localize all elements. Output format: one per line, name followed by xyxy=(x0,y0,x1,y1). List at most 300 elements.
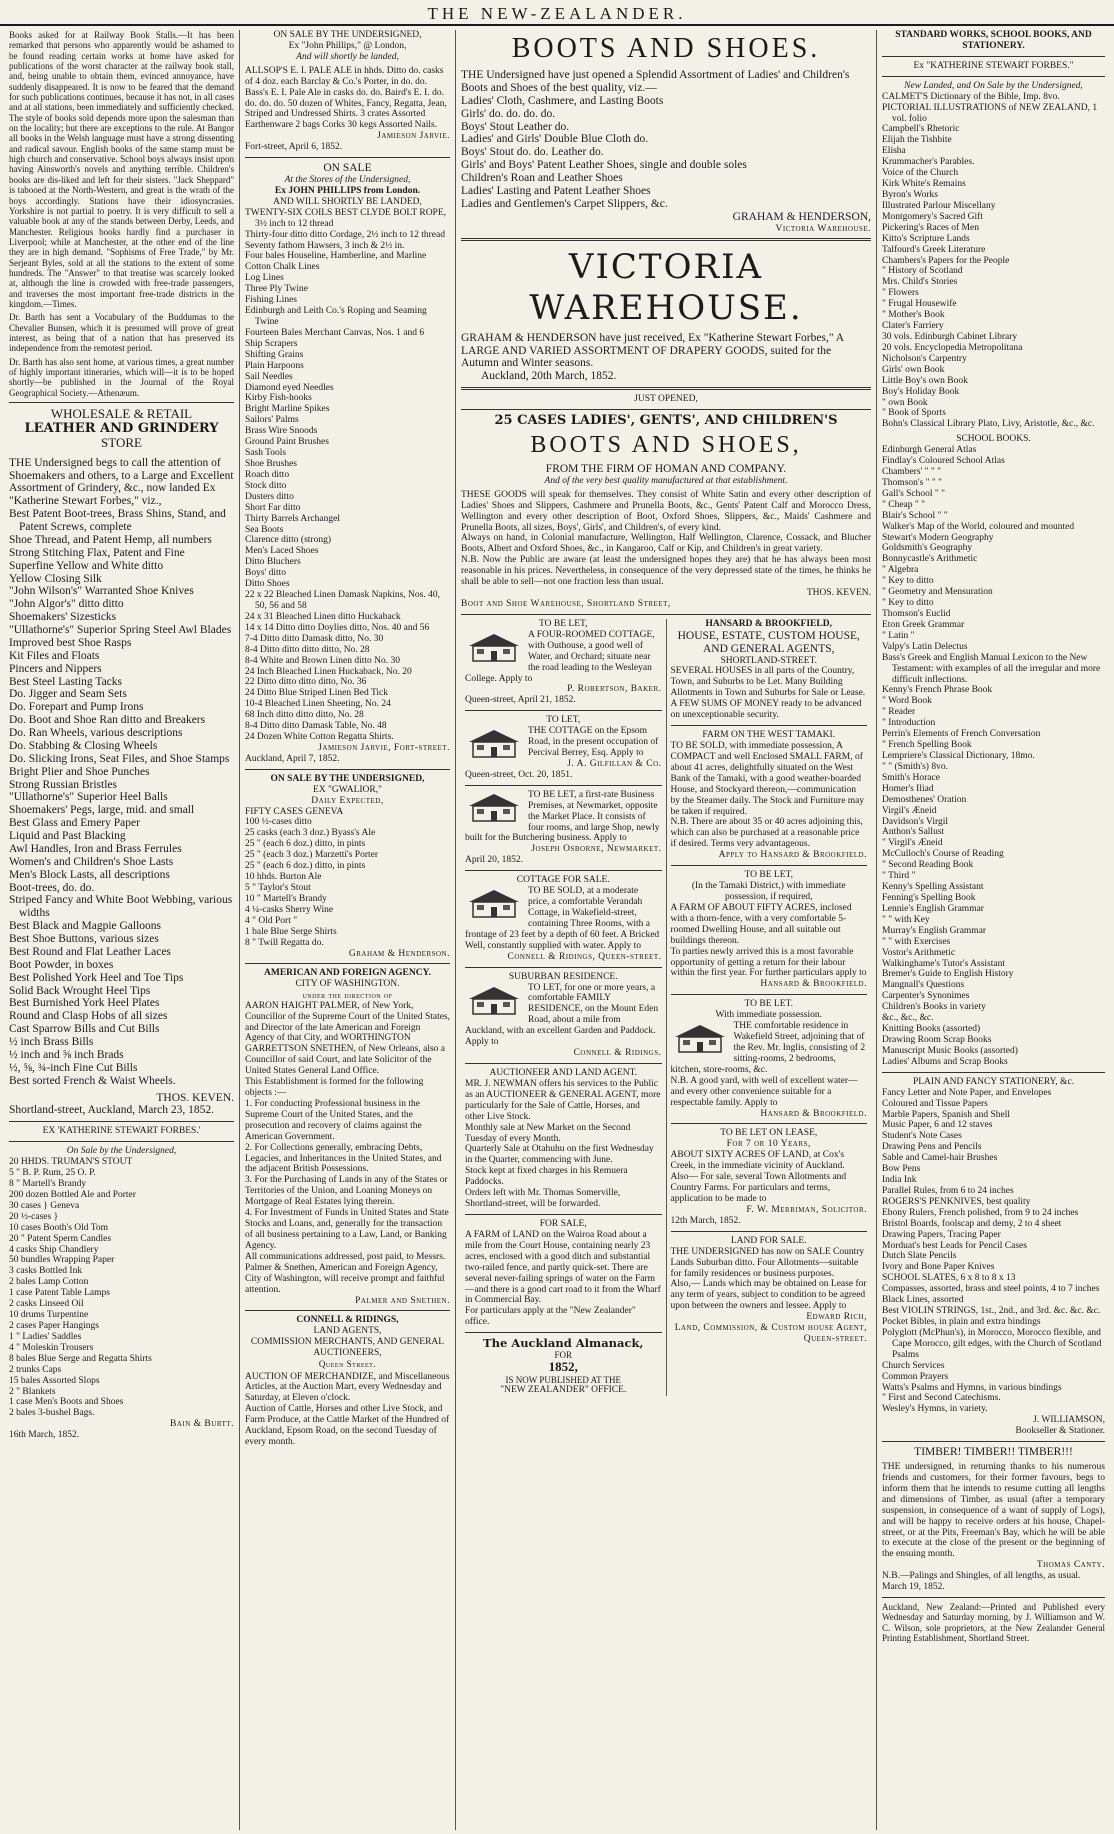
column-2 xyxy=(240,30,456,1830)
list-item: Thirty Barrels Archangel xyxy=(245,513,340,524)
list-item: McCulloch's Course of Reading xyxy=(882,849,1004,860)
list-item: CALMET'S Dictionary of the Bible, Imp. 8vo. xyxy=(882,91,1060,102)
boots-list xyxy=(461,95,871,211)
list-item: Coloured and Tissue Papers xyxy=(882,1098,988,1109)
list-item: Boys' ditto xyxy=(245,568,287,579)
list-item: 2 trunks Caps xyxy=(9,1364,62,1375)
list-item: 100 ½-cases ditto xyxy=(245,817,312,828)
list-item: 25 casks (each 3 doz.) Byass's Ale xyxy=(245,828,376,839)
ad-body: AUCTION OF MERCHANDIZE, and Miscellaneous Articles, at the Auction Mart, every Wednesday and Saturday, at Eleven o'clock. xyxy=(245,1371,450,1404)
list-item: Ladies' Lasting and Patent Leather Shoes xyxy=(461,184,651,197)
list-item: " Key to ditto xyxy=(882,598,934,609)
ad-body: Also— For sale, several Town Allotments and Country Farms. For particulars and terms, application to be made to xyxy=(670,1172,847,1204)
ad-date: April 20, 1852. xyxy=(465,855,524,866)
ad-signature: THOS. KEVEN. xyxy=(156,1091,234,1104)
grindery-list xyxy=(9,508,234,1087)
list-item: 22 x 22 Bleached Linen Damask Napkins, Nos. 40, 50, 56 and 58 xyxy=(245,590,440,611)
list-item: 2 casks Linseed Oil xyxy=(9,1299,84,1310)
list-item: Four bales Houseline, Hamberline, and Marline xyxy=(245,251,427,262)
ad-body: A FARM OF ABOUT FIFTY ACRES, inclosed with a thorn-fence, with a very comfortable 5-roomed Dwelling House, and all suitable out buildings thereon. xyxy=(670,902,852,946)
ad-heading: TO BE LET, xyxy=(539,618,588,629)
ad-heading: SCHOOL BOOKS. xyxy=(956,434,1031,445)
list-item: Bremer's Guide to English History xyxy=(882,969,1014,980)
list-item: TWENTY-SIX COILS BEST CLYDE BOLT ROPE, 3½ inch to 12 thread xyxy=(245,207,447,229)
list-item: 14 x 14 Ditto ditto Doylies ditto, Nos. 40 and 56 xyxy=(245,622,430,633)
ad-body: N.B. There are about 35 or 40 acres adjoining this, which can also be purchased at a reasonable price if desired. Terms very advantageous. xyxy=(670,817,863,850)
ad-signature: Connell & Ridings, Queen-street. xyxy=(507,951,662,962)
list-item: Girls' do. do. do. do. xyxy=(461,107,556,120)
list-item: Superfine Yellow and White ditto xyxy=(9,559,164,572)
list-item: Ivory and Bone Paper Knives xyxy=(882,1262,995,1273)
list-item: Church Services xyxy=(882,1360,945,1371)
ad-body: N.B.—Palings and Shingles, of all lengths, as usual. xyxy=(882,1571,1081,1582)
ad-signature: Graham & Henderson. xyxy=(348,948,450,959)
house-icon xyxy=(465,985,523,1015)
list-item: Ebony Rulers, French polished, from 9 to 24 inches xyxy=(882,1207,1079,1218)
list-item: Voice of the Church xyxy=(882,168,959,179)
list-item: Demosthenes' Oration xyxy=(882,794,967,805)
list-item: Round and Clasp Hobs of all sizes xyxy=(9,1010,168,1023)
list-item: Cast Sparrow Bills and Cut Bills xyxy=(9,1023,160,1036)
list-item: Edinburgh and Leith Co.'s Roping and Seaming Twine xyxy=(245,306,427,327)
ad-subheading: FOR xyxy=(554,1350,572,1361)
list-item: Elijah the Tishbite xyxy=(882,135,952,146)
column-3 xyxy=(456,30,877,1830)
list-item: Shoemakers' Pegs, large, mid. and small xyxy=(9,804,195,817)
list-item: Boot Powder, in boxes xyxy=(9,958,114,971)
ad-date: 16th March, 1852. xyxy=(9,1430,80,1441)
ad-signature: Connell & Ridings. xyxy=(573,1048,662,1059)
list-item: Campbell's Rhetoric xyxy=(882,124,960,135)
list-item: SCHOOL SLATES, 6 x 8 to 8 x 13 xyxy=(882,1273,1016,1284)
news-paragraph: Dr. Barth has sent a Vocabulary of the Buddumas to the Chevalier Bunsen, which it is presumed will prove of great interest, as being that of a nation that has preserved its independence from the remotest period. xyxy=(9,312,234,354)
marine-stores-list xyxy=(245,208,450,743)
list-item: Eton Greek Grammar xyxy=(882,619,965,630)
ad-subheading: And will shortly be landed, xyxy=(296,51,399,62)
ad-heading: WHOLESALE & RETAIL xyxy=(50,406,193,422)
list-item: Polyglott (McPhun's), in Morocco, Morocco flexible, and Cape Morocco, gilt edges, with the Church of Scotland Psalms xyxy=(882,1327,1102,1360)
list-item: Sable and Camel-hair Brushes xyxy=(882,1153,998,1164)
list-item: 30 cases } Geneva xyxy=(9,1200,80,1211)
list-item: ROGERS'S PENKNIVES, best quality xyxy=(882,1196,1031,1207)
subcolumn-right xyxy=(667,619,872,1396)
list-item: Byron's Works xyxy=(882,189,938,200)
list-item: Best Glass and Emery Paper xyxy=(9,817,140,830)
list-item: " Book of Sports xyxy=(882,408,946,419)
house-icon xyxy=(465,792,523,822)
list-item: Children's Roan and Leather Shoes xyxy=(461,172,623,185)
list-item: FIFTY CASES GENEVA xyxy=(245,806,344,817)
imprint: Auckland, New Zealand:—Printed and Published every Wednesday and Saturday morning, by J. Williamson and W. C. Wilson, sole proprietors, at the New Zealander General Printing Establishment, Shortland Street. xyxy=(882,1602,1105,1644)
ad-heading: TO BE LET. xyxy=(744,999,793,1010)
list-item: Girls' and Boys' Patent Leather Shoes, single and double soles xyxy=(461,159,747,172)
list-item: Drawing Pens and Pencils xyxy=(882,1142,982,1153)
ad-body: A FOUR-ROOMED COTTAGE, with Outhouse, a good well of Water, and Orchard; situate near the road leading to the Wesleyan College. Apply to xyxy=(465,629,655,684)
list-item: Montgomery's Sacred Gift xyxy=(882,211,983,222)
ad-subheading: Queen Street. xyxy=(318,1359,377,1370)
ad-signature: J. A. Gilfillan & Co. xyxy=(567,758,662,769)
list-item: 25 " (each 6 doz.) ditto, in pints xyxy=(245,861,366,872)
list-item: 4 casks Ship Chandlery xyxy=(9,1244,99,1255)
news-paragraph: Books asked for at Railway Book Stalls.—It has been remarked that persons who apparently would be ashamed to be found reading certain works at home have asked for publications of the worst character at the railway book stall, and, being unable to obtain them, evinced annoyance, have suddenly disappeared. It is now to be feared that the demand for such publications continues, because it has not, in all cases and at all stations, been immediately and sufficiently checked. The style of books sold depends more upon the salesman than on the locality; but there are exceptions to the rule. At Bangor all books in the Welsh language must have a strong dissenting and radical savour. English books of the same stamp must be high church and conservative. School boys always insist upon having Ainsworth's novels and anything terrible. Children's books are dis-liked and left for their sisters. "Jack Sheppard" is tabooed at the North-Western, and great is the wrath of the boys accordingly. Stations have their idiosyncrasies. Yorkshire is not partial to poetry. It is very difficult to sell a valuable book at any of the stands between Derby, Leeds, and Manchester. Religious books hardly find a purchaser in Liverpool; while at Manchester, at the other end of the line they are in high demand. "Sophisms of Free Trade," by Mr. Serjeant Byles, sold at all the stations to the extent of some hundreds. The "Answer" to that treatise was scarcely looked at, although the line is crowded with free-trade passengers, and traverses the most important free-trade districts in the kingdom.—Times. xyxy=(9,30,234,309)
list-item: 25 " (each 6 doz.) ditto, in pints xyxy=(245,839,366,850)
list-item: Roach ditto xyxy=(245,469,290,480)
ad-subheading: HOUSE, ESTATE, CUSTOM HOUSE, AND GENERAL AGENTS, xyxy=(677,629,860,655)
list-item: 4 " Old Port " xyxy=(245,915,298,926)
list-item: Shoe Thread, and Patent Hemp, all numbers xyxy=(9,533,212,546)
ad-subheading: Ex "KATHERINE STEWART FORBES." xyxy=(913,60,1074,71)
list-item: Elisha xyxy=(882,146,906,157)
list-item: ½ inch and ⅝ inch Brads xyxy=(9,1048,124,1061)
list-item: Seventy fathom Hawsers, 3 inch & 2½ in. xyxy=(245,240,405,251)
list-item: Compasses, assorted, brass and steel points, 4 to 7 inches xyxy=(882,1284,1100,1295)
list-item: Best Polished York Heel and Toe Tips xyxy=(9,971,184,984)
ad-heading: FOR SALE, xyxy=(539,1218,587,1229)
subcolumns xyxy=(461,619,871,1396)
list-item: Ladies' Cloth, Cashmere, and Lasting Boots xyxy=(461,94,664,107)
list-item: Student's Note Cases xyxy=(882,1131,962,1142)
list-item: 68 Inch ditto ditto ditto, No. 28 xyxy=(245,710,364,721)
list-item: Awl Handles, Iron and Brass Ferrules xyxy=(9,842,182,855)
list-item: Watts's Psalms and Hymns, in various bindings xyxy=(882,1382,1062,1393)
list-item: 50 bundles Wrapping Paper xyxy=(9,1255,115,1266)
ad-subheading: IS NOW PUBLISHED AT THE xyxy=(505,1374,621,1385)
list-item: Kitto's Scripture Lands xyxy=(882,233,970,244)
list-item: "John Algor's" ditto ditto xyxy=(9,598,124,611)
ad-heading: FARM ON THE WEST TAMAKI. xyxy=(702,730,836,741)
ad-heading: The Auckland Almanack, xyxy=(483,1336,644,1351)
ad-signature: Thomas Canty. xyxy=(1036,1560,1105,1571)
list-item: " French Spelling Book xyxy=(882,740,972,751)
ad-heading: JUST OPENED, xyxy=(634,394,698,405)
list-item: Fenning's Spelling Book xyxy=(882,892,976,903)
ad-body: SEVERAL HOUSES in all parts of the Country, Town, and Suburbs to be Let. Many Building Allotments in Town and Suburbs for Sale or Lease. xyxy=(670,666,866,699)
ad-signature: THOS. KEVEN. xyxy=(806,588,871,599)
list-item: Fancy Letter and Note Paper, and Envelopes xyxy=(882,1087,1052,1098)
list-item: Pickering's Races of Men xyxy=(882,222,979,233)
list-item: Mangnall's Questions xyxy=(882,980,965,991)
list-item: 25 " (each 3 doz.) Marzetti's Porter xyxy=(245,850,378,861)
list-item: Best Shoe Buttons, various sizes xyxy=(9,933,159,946)
list-item: Thomson's Euclid xyxy=(882,609,951,620)
list-item: Wesley's Hymns, in variety. xyxy=(882,1404,988,1415)
ad-date: Auckland, 20th March, 1852. xyxy=(481,370,617,383)
list-item: 8-4 White and Brown Linen ditto No. 30 xyxy=(245,655,400,666)
list-item: Stewart's Modern Geography xyxy=(882,532,994,543)
list-item: 24 x 31 Bleached Linen ditto Huckaback xyxy=(245,611,401,622)
ad-signature: Edward Rich, xyxy=(806,1312,867,1323)
list-item: Best Round and Flat Leather Laces xyxy=(9,945,171,958)
ad-heading: AMERICAN AND FOREIGN AGENCY. xyxy=(264,968,431,979)
ad-body: Stock kept at fixed charges in his Remuera Paddocks. xyxy=(465,1166,628,1188)
list-item: Bright Plier and Shoe Punches xyxy=(9,765,150,778)
list-item: Do. Stabbing & Closing Wheels xyxy=(9,739,158,752)
ad-signature: J. WILLIAMSON, xyxy=(1033,1415,1105,1426)
ad-subheading: 1852, xyxy=(548,1359,578,1375)
list-item: Goldsmith's Geography xyxy=(882,543,973,554)
list-item: " " with Key xyxy=(882,914,930,925)
ad-body: ALLSOP'S E. I. PALE ALE in hhds. Ditto do. casks of 4 doz. each Barclay & Co.'s Porter, in do. do. Bass's E. I. Pale Ale in casks do. do. Baird's E. I. do. do. do. do. 50 dozen of Whites, Fancy, Regatta, Jean, Striped and Undressed Shirts. 3 crates Assorted Earthenware 2 bags Corks 30 kegs Assorted Nails. xyxy=(245,65,447,131)
list-item: Davidson's Virgil xyxy=(882,816,948,827)
ad-body: This Establishment is formed for the following objects :— xyxy=(245,1077,424,1099)
list-item: " own Book xyxy=(882,397,928,408)
list-item: Manuscript Music Books (assorted) xyxy=(882,1045,1018,1056)
ad-heading: ON SALE BY THE UNDERSIGNED, xyxy=(270,773,425,784)
ad-date: Shortland-street, Auckland, March 23, 1852. xyxy=(9,1104,215,1117)
list-item: Walkinghame's Tutor's Assistant xyxy=(882,958,1006,969)
ad-body: A FEW SUMS OF MONEY ready to be advanced on unexceptionable security. xyxy=(670,699,862,721)
list-item: Do. Forepart and Pump Irons xyxy=(9,701,144,714)
ad-signature: Jamieson Jarvie. xyxy=(377,131,450,142)
list-item: 1 " Ladies' Saddles xyxy=(9,1331,82,1342)
list-item: Talfourd's Greek Literature xyxy=(882,244,986,255)
ad-heading: TO BE LET, xyxy=(744,870,793,881)
list-item: Carpenter's Synonimes xyxy=(882,991,970,1002)
list-item: Blair's School " " xyxy=(882,510,948,521)
ad-heading: PLAIN AND FANCY STATIONERY, &c. xyxy=(912,1076,1075,1087)
list-item: 10 cases Booth's Old Tom xyxy=(9,1222,109,1233)
ad-subheading: Daily Expected, xyxy=(311,795,384,806)
list-item: Fishing Lines xyxy=(245,295,297,306)
masthead: THE NEW-ZEALANDER. xyxy=(0,0,1114,26)
list-item: Kenny's French Phrase Book xyxy=(882,685,993,696)
list-item: Ladies' Albums and Scrap Books xyxy=(882,1056,1008,1067)
list-item: "Ullathorne's" Superior Spring Steel Awl Blades xyxy=(9,624,232,637)
ad-body: Orders left with Mr. Thomas Somerville, Shortland-street, will be forwarded. xyxy=(465,1188,621,1210)
ad-body: ABOUT SIXTY ACRES OF LAND, at Cox's Creek, in the immediate vicinity of Auckland. xyxy=(670,1150,845,1172)
ad-date: Queen-street, April 21, 1852. xyxy=(465,695,576,706)
ad-signature: Hansard & Brookfield. xyxy=(760,1108,867,1119)
list-item: Pocket Bibles, in plain and extra bindings xyxy=(882,1317,1041,1328)
ad-heading: SUBURBAN RESIDENCE. xyxy=(508,971,618,982)
list-item: Strong Stitching Flax, Patent and Fine xyxy=(9,546,185,559)
ad-subheading: And of the very best quality manufactured at that establishment. xyxy=(544,475,788,486)
list-item: " Flowers xyxy=(882,288,919,299)
column-1 xyxy=(4,30,240,1830)
ad-subheading: under the direction of xyxy=(302,990,393,1001)
ad-subheading: FROM THE FIRM OF HOMAN AND COMPANY. xyxy=(545,462,787,475)
list-item: Sail Needles xyxy=(245,371,293,382)
list-item: 8-4 Ditto ditto ditto ditto, No. 28 xyxy=(245,644,370,655)
house-icon xyxy=(671,1023,729,1053)
list-item: 8-4 Ditto ditto Damask Table, No. 48 xyxy=(245,721,387,732)
ad-body: TO BE LET, a first-rate Business Premises, at Newmarket, opposite the Market Place. It consists of four rooms, and large Shop, newly built for the Butchering business. Apply to xyxy=(465,789,660,844)
list-item: 10 drums Turpentine xyxy=(9,1310,89,1321)
ad-heading: AUCTIONEER AND LAND AGENT. xyxy=(489,1068,638,1078)
list-item: Chambers' " " " xyxy=(882,467,941,478)
list-item: " " (Smith's) 8vo. xyxy=(882,761,948,772)
list-item: Parallel Rules, from 6 to 24 inches xyxy=(882,1185,1014,1196)
list-item: " Word Book xyxy=(882,696,932,707)
list-item: Gall's School " " xyxy=(882,488,946,499)
list-item: 200 dozen Bottled Ale and Porter xyxy=(9,1189,136,1200)
list-item: Sash Tools xyxy=(245,448,287,459)
list-item: 5 " B. P. Rum, 25 O. P. xyxy=(9,1168,96,1179)
list-item: Shoe Brushes xyxy=(245,458,297,469)
list-item: Drawing Room Scrap Books xyxy=(882,1034,992,1045)
list-item: 4 " Moleskin Trousers xyxy=(9,1342,94,1353)
list-item: Chambers's Papers for the People xyxy=(882,255,1010,266)
ad-address: Boot and Shoe Warehouse, Shortland Street, xyxy=(461,598,671,609)
list-item: Best Patent Boot-trees, Brass Shins, Stand, and Patent Screws, complete xyxy=(9,508,226,534)
list-item: Sailors' Palms xyxy=(245,415,299,426)
ad-body: N.B. Now the Public are aware (at least the undersigned hopes they are) that he has always been most reasonable in his prices. Nevertheless, in consequence of the very depressed state of the times, he thinks he shall be able to sell—not one fraction less than usual. xyxy=(461,555,871,588)
list-item: Do. Jigger and Seam Sets xyxy=(9,688,127,701)
ad-body: THE UNDERSIGNED has now on SALE Country Lands Suburban ditto. Four Allotments—suitable for family residences or business purposes. xyxy=(670,1246,865,1279)
list-item: "John Wilson's" Warranted Shoe Knives xyxy=(9,585,194,598)
ad-subheading: COMMISSION MERCHANTS, AND GENERAL AUCTIONEERS, xyxy=(250,1337,445,1359)
ad-body: To parties newly arrived this is a most favorable opportunity of getting a return for their labour within the first year. For further particulars apply to xyxy=(670,946,867,979)
list-item: Music Paper, 6 and 12 staves xyxy=(882,1120,993,1131)
list-item: Morduat's best Leads for Pencil Cases xyxy=(882,1240,1027,1251)
ad-heading: ON SALE BY THE UNDERSIGNED, xyxy=(273,30,422,40)
list-item: " Reader xyxy=(882,707,916,718)
list-item: Plain Harpoons xyxy=(245,360,304,371)
ad-subheading: LAND AGENTS, xyxy=(313,1326,382,1337)
list-item: Marble Papers, Spanish and Shell xyxy=(882,1109,1010,1120)
list-item: " Virgil's Æneid xyxy=(882,838,943,849)
list-item: 30 vols. Edinburgh Cabinet Library xyxy=(882,331,1018,342)
ad-body: GRAHAM & HENDERSON have just received, Ex "Katherine Stewart Forbes," A LARGE AND VARIED ASSORTMENT OF DRAPERY GOODS, suited for the Autumn and Winter seasons. xyxy=(461,331,844,370)
ad-subheading: Ex "John Phillips," @ London, xyxy=(288,40,407,51)
list-item: 4. For Investment of Funds in United States and State Stocks and Loans, and, generally for the transaction of all business pertaining to a Law, Land, or Banking Agency. xyxy=(245,1208,449,1251)
ad-body: Auction of Cattle, Horses and other Live Stock, and Farm Produce, at the Cattle Market of the Hundred of Auckland, Epsom Road, on the second Tuesday of every month. xyxy=(245,1404,450,1448)
list-item: 3 casks Bottled Ink xyxy=(9,1266,83,1277)
list-item: Edinburgh General Atlas xyxy=(882,445,977,456)
list-item: Bass's Greek and English Manual Lexicon to the New Testament: with examples of all the irregular and more difficult inflections. xyxy=(882,652,1101,685)
list-item: 5 " Taylor's Stout xyxy=(245,883,311,894)
list-item: Girls' own Book xyxy=(882,364,945,375)
list-item: 4 ¼-casks Sherry Wine xyxy=(245,904,334,915)
list-item: India Ink xyxy=(882,1175,917,1186)
list-item: Murray's English Grammar xyxy=(882,925,987,936)
list-item: 8 bales Blue Serge and Regatta Shirts xyxy=(9,1353,152,1364)
list-item: Krummacher's Parables. xyxy=(882,157,975,168)
ad-title: VICTORIA WAREHOUSE. xyxy=(529,247,803,328)
ad-subheading: At the Stores of the Undersigned, xyxy=(284,175,411,186)
ad-body: THE comfortable residence in Wakefield Street, adjoining that of the Rev. Mr. Inglis, consisting of 2 sitting-rooms, 2 bedrooms, kitchen, store-rooms, &c. xyxy=(670,1021,866,1075)
ad-body: MR. J. NEWMAN offers his services to the Public as an AUCTIONEER & GENERAL AGENT, more particularly for the Sale of Cattle, Horses, and other Live Stock. xyxy=(465,1078,661,1122)
list-item: 2 bales Lamp Cotton xyxy=(9,1277,89,1288)
list-item: Cotton Chalk Lines xyxy=(245,262,320,273)
geneva-list xyxy=(245,807,450,949)
ad-heading: STORE xyxy=(101,435,142,451)
ad-heading: LEATHER AND GRINDERY xyxy=(24,420,219,436)
ad-date: Queen-street, Oct. 20, 1851. xyxy=(465,769,573,780)
ad-heading: ON SALE xyxy=(323,162,372,175)
list-item: ½ inch Brass Bills xyxy=(9,1036,94,1049)
list-item: All communications addressed, post paid, to Messrs. Palmer & Snethen, American and Foreign Agency, City of Washington, will receive prompt and faithful attention. xyxy=(245,1251,446,1295)
list-item: Strong Russian Bristles xyxy=(9,778,117,791)
list-item: " Introduction xyxy=(882,718,936,729)
house-icon xyxy=(465,888,523,918)
school-books-list xyxy=(882,445,1105,1068)
list-item: Bonnycastle's Arithmetic xyxy=(882,554,978,565)
ad-date: 12th March, 1852. xyxy=(670,1215,741,1226)
list-item: Kirby Fish-hooks xyxy=(245,393,312,404)
list-item: 20 HHDS. TRUMAN'S STOUT xyxy=(9,1157,133,1168)
list-item: Ditto Shoes xyxy=(245,579,290,590)
list-item: &c., &c., &c. xyxy=(882,1013,934,1024)
list-item: Thirty-four ditto ditto Cordage, 2½ inch to 12 thread xyxy=(245,229,445,240)
list-item: Do. Ran Wheels, various descriptions xyxy=(9,727,183,740)
house-icon xyxy=(465,728,523,758)
list-item: Mrs. Child's Stories xyxy=(882,277,958,288)
list-item: Vostor's Arithmetic xyxy=(882,947,956,958)
list-item: Homer's Iliad xyxy=(882,783,934,794)
list-item: 15 bales Assorted Slops xyxy=(9,1375,100,1386)
house-icon xyxy=(465,632,523,662)
ad-signature: Apply to Hansard & Brookfield. xyxy=(718,850,867,861)
ad-subheading: EX "GWALIOR," xyxy=(313,784,382,795)
list-item: Clarence ditto (strong) xyxy=(245,535,332,546)
list-item: Fourteen Bales Merchant Canvas, Nos. 1 and 6 xyxy=(245,327,425,338)
list-item: PICTORIAL ILLUSTRATIONS of NEW ZEALAND, 1 vol. folio xyxy=(882,102,1098,124)
list-item: 1. For conducting Professional business in the Supreme Court of the United States, and the prosecution and recovery of claims against the American Government. xyxy=(245,1098,422,1142)
list-item: Ladies and Gentlemen's Carpet Slippers, &c. xyxy=(461,197,668,210)
list-item: 24 Inch Bleached Linen Huckaback, No. 20 xyxy=(245,666,412,677)
list-item: Perrin's Elements of French Conversation xyxy=(882,729,1041,740)
list-item: Kenny's Spelling Assistant xyxy=(882,882,984,893)
list-item: Men's Block Lasts, all descriptions xyxy=(9,868,170,881)
ad-signature: Bookseller & Stationer. xyxy=(1015,1426,1105,1437)
list-item: Do. Slicking Irons, Seat Files, and Shoe Stamps xyxy=(9,752,230,765)
list-item: Lennie's English Grammar xyxy=(882,903,984,914)
list-item: " Algebra xyxy=(882,565,919,576)
ad-body: TO BE SOLD, with immediate possession, A COMPACT and well Enclosed SMALL FARM, of about 41 acres, delightfully situated on the West Bank of the Tamaki, with a good weather-boarded House, and Stockyard thereon,—communication by the Steamer daily. The Stock and Furniture may be taken if required. xyxy=(670,741,865,817)
ad-subheading: With immediate possession. xyxy=(715,1010,822,1021)
ad-heading: LAND FOR SALE. xyxy=(730,1235,807,1246)
ad-intro: THE Undersigned have just opened a Splendid Assortment of Ladies' and Children's Boots and Shoes of the best quality, viz.— xyxy=(461,69,850,94)
ad-subheading: For 7 or 10 Years, xyxy=(726,1139,811,1150)
list-item: " First and Second Catechisms. xyxy=(882,1393,1001,1404)
ad-signature: Bain & Burtt. xyxy=(170,1419,234,1430)
list-item: Bristol Boards, foolscap and demy, 2 to 4 sheet xyxy=(882,1218,1062,1229)
ad-signature: GRAHAM & HENDERSON, xyxy=(732,210,871,223)
ad-heading: TO LET, xyxy=(546,715,581,726)
list-item: 24 Dozen White Cotton Regatta Shirts. xyxy=(245,732,394,743)
ad-body: N.B. A good yard, with well of excellent water—and every other convenience suitable for a respectable family. Apply to xyxy=(670,1075,858,1108)
list-item: Bright Marline Spikes xyxy=(245,404,330,415)
list-item: 2 " Blankets xyxy=(9,1386,56,1397)
ad-heading: CONNELL & RIDINGS, xyxy=(296,1315,399,1326)
list-item: Three Ply Twine xyxy=(245,284,309,295)
list-item: Diamond eyed Needles xyxy=(245,382,334,393)
stationery-list xyxy=(882,1088,1105,1416)
ad-signature: Palmer and Snethen. xyxy=(355,1295,450,1306)
list-item: 24 Ditto Blue Striped Linen Bed Tick xyxy=(245,688,389,699)
ad-signature: P. Robertson, Baker. xyxy=(567,684,662,695)
list-item: Knitting Books (assorted) xyxy=(882,1024,981,1035)
list-item: ½, ⅝, ¾-inch Fine Cut Bills xyxy=(9,1061,138,1074)
list-item: 2. For Collections generally, embracing Debts, Legacies, and Inheritances in the United States, and the adjacent British Possessions. xyxy=(245,1142,442,1175)
ad-signature: Joseph Osborne, Newmarket. xyxy=(531,844,662,855)
ad-body: Always on hand, in Colonial manufacture, Wellington, Half Wellington, Clarence, Cossack, and Blucher Boots, Albert and Oxford Shoes, &c., in Kangaroo, Calf or Kip, and Children's in great variety. xyxy=(461,533,871,555)
books-list xyxy=(882,92,1105,431)
news-paragraph: Dr. Barth has also sent home, at various times, a great number of highly important itineraries, which will—it is to be hoped shortly—be published in the Journal of the Royal Geographical Society.—Athenæum. xyxy=(9,356,234,398)
list-item: 3. For the Purchasing of Lands in any of the States or Territories of the Union, and Loaning Moneys on Mortgage of Real Estates lying therein. xyxy=(245,1175,448,1208)
list-item: Do. Boot and Shoe Ran ditto and Breakers xyxy=(9,714,206,727)
ad-body: TO BE SOLD, at a moderate price, a comfortable Verandah Cottage, in Wakefield-street, containing Three Rooms, with a frontage of 23 feet by a depth of 60 feet. A Bricked Well, constantly supplied with water. Apply to xyxy=(465,886,660,951)
ad-subheading: (In the Tamaki District,) with immediate possession, if required, xyxy=(691,881,846,902)
list-item: " Frugal Housewife xyxy=(882,299,957,310)
list-item: Bohn's Classical Library Plato, Livy, Aristotle, &c., &c. xyxy=(882,419,1095,430)
list-item: 8 " Twill Regatta do. xyxy=(245,937,324,948)
ad-body: A FARM of LAND on the Wairoa Road about a mile from the Court House, containing nearly 23 acres, enclosed with a good ditch and substantial two-railed fence, and partly quick-set. There are several never-failing springs of water on the Farm—and there is a good cart road to it from the Wharf in Commercial Bay. xyxy=(465,1229,661,1306)
ad-intro: THE Undersigned begs to call the attention of Shoemakers and others, to a Large and Excellent Assortment of Grindery, &c., now landed Ex "Katherine Stewart Forbes," viz., xyxy=(9,456,234,508)
list-item: Kit Files and Floats xyxy=(9,649,100,662)
list-item: " Second Reading Book xyxy=(882,860,974,871)
